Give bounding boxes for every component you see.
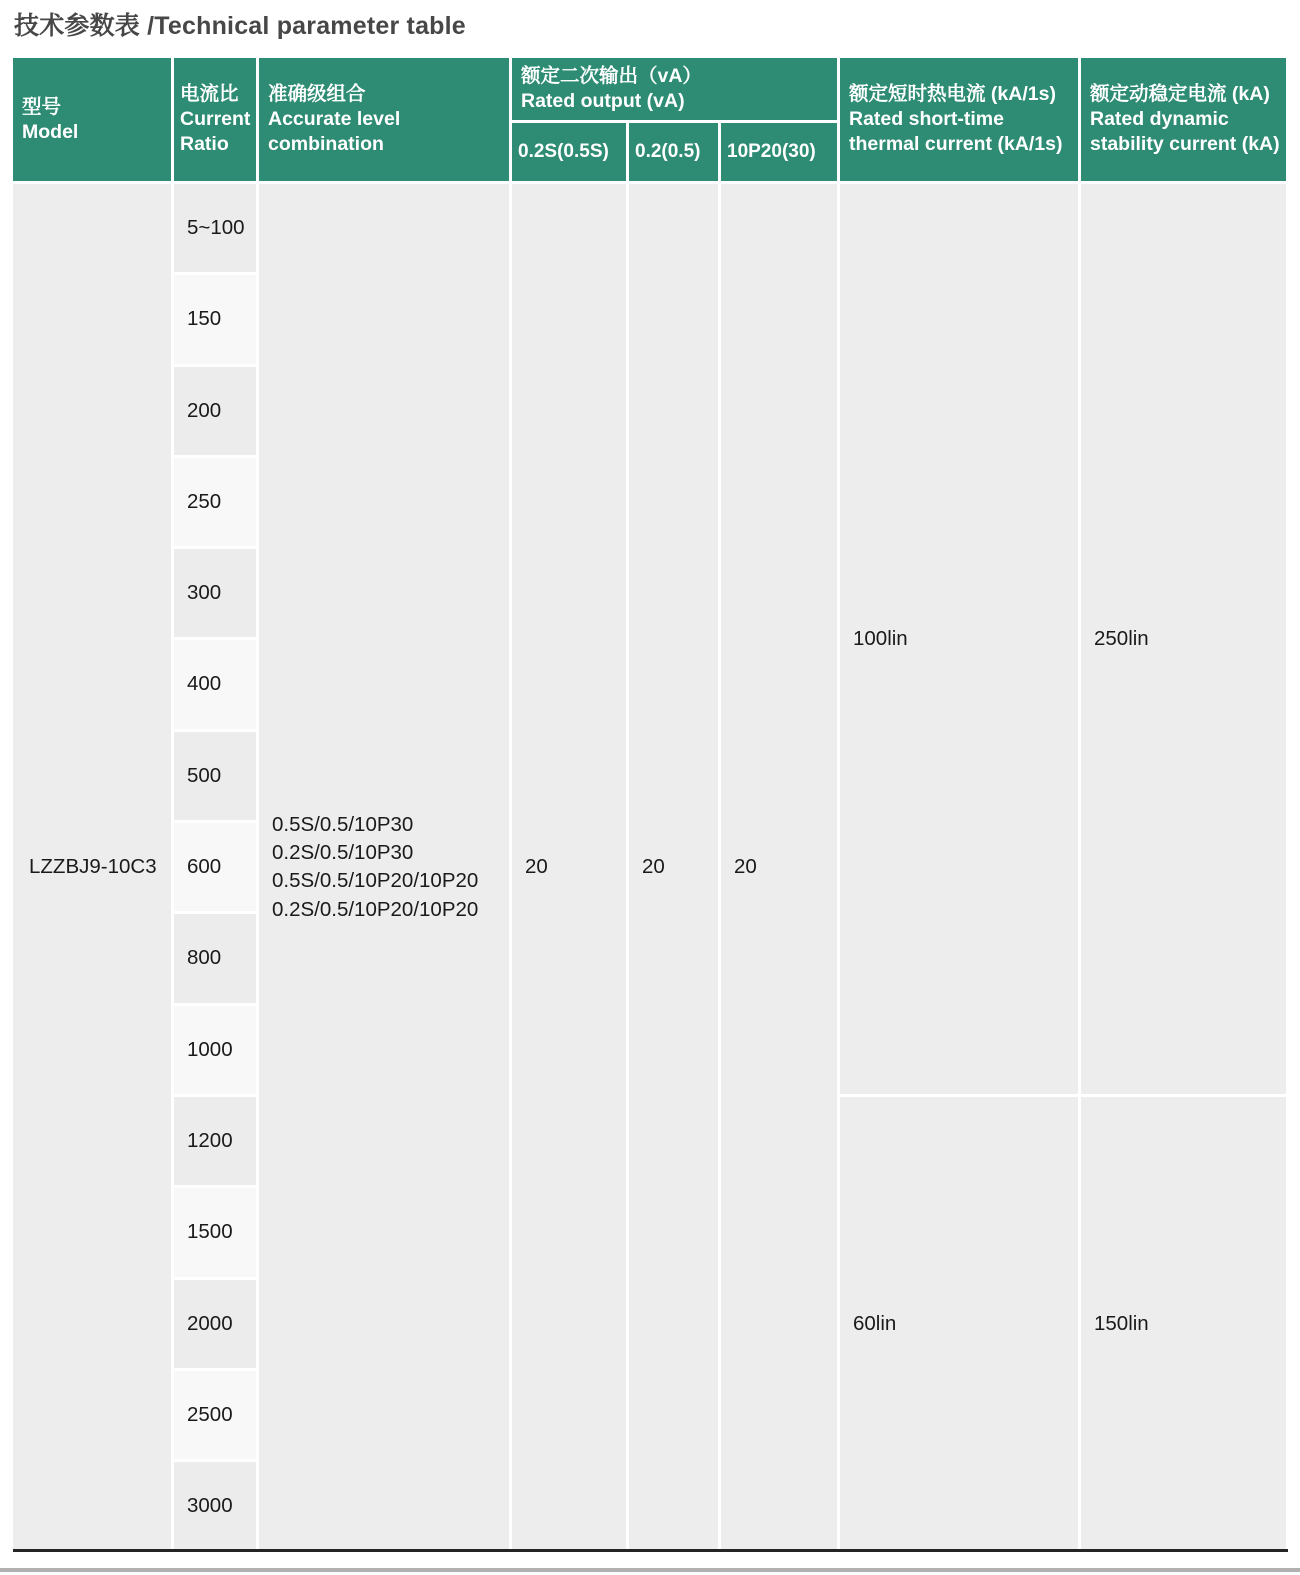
header-short-time-thermal-current bbox=[840, 58, 1078, 181]
header-current-ratio-zh: 电流比 bbox=[180, 83, 239, 106]
header-accuracy-zh: 准确级组合 bbox=[268, 83, 366, 106]
rated-output-cell-10p20: 20 bbox=[721, 184, 837, 1550]
accuracy-line: 0.2S/0.5/10P30 bbox=[272, 840, 414, 864]
ratio-cell: 150 bbox=[174, 275, 256, 363]
rated-output-cell-0-2: 20 bbox=[629, 184, 718, 1550]
ratio-cell: 250 bbox=[174, 458, 256, 546]
technical-parameter-table bbox=[13, 58, 1288, 1550]
header-rated-output-en: Rated output (vA) bbox=[521, 90, 685, 112]
ratio-cell: 2500 bbox=[174, 1371, 256, 1459]
ratio-cell: 2000 bbox=[174, 1280, 256, 1368]
header-model-en: Model bbox=[22, 120, 79, 143]
header-rated-output-zh: 额定二次输出（vA） bbox=[521, 65, 702, 88]
header-thermal-en: Rated short-time thermal current (kA/1s) bbox=[849, 108, 1063, 155]
dynamic-current-cell-top: 250lin bbox=[1081, 184, 1286, 1094]
page-bottom-rule bbox=[0, 1568, 1300, 1572]
ratio-cell: 500 bbox=[174, 732, 256, 820]
table-bottom-border bbox=[13, 1549, 1288, 1552]
header-dynamic-stability-current bbox=[1081, 58, 1286, 181]
header-accuracy-combination bbox=[259, 58, 509, 181]
ratio-cell: 400 bbox=[174, 640, 256, 728]
ratio-cell: 600 bbox=[174, 823, 256, 911]
header-dynamic-en: Rated dynamic stability current (kA) bbox=[1090, 108, 1280, 155]
rated-output-cell-0-2s: 20 bbox=[512, 184, 626, 1550]
header-rated-output-group bbox=[512, 58, 837, 120]
ratio-cell: 1200 bbox=[174, 1097, 256, 1185]
accuracy-line: 0.5S/0.5/10P30 bbox=[272, 812, 414, 836]
page-title: 技术参数表 /Technical parameter table bbox=[14, 12, 466, 40]
header-model bbox=[13, 58, 171, 181]
ratio-cell: 800 bbox=[174, 914, 256, 1002]
model-cell: LZZBJ9-10C3 bbox=[13, 184, 171, 1550]
header-output-col-10p20: 10P20(30) bbox=[721, 123, 837, 181]
thermal-current-cell-top: 100lin bbox=[840, 184, 1078, 1094]
ratio-cell: 3000 bbox=[174, 1462, 256, 1550]
ratio-cell: 200 bbox=[174, 367, 256, 455]
header-output-col-0-2: 0.2(0.5) bbox=[629, 123, 718, 181]
ratio-cell: 5~100 bbox=[174, 184, 256, 272]
header-model-zh: 型号 bbox=[22, 95, 62, 118]
thermal-current-cell-bottom: 60lin bbox=[840, 1097, 1078, 1550]
header-output-col-0-2s: 0.2S(0.5S) bbox=[512, 123, 626, 181]
ratio-cell: 1000 bbox=[174, 1006, 256, 1094]
dynamic-current-cell-bottom: 150lin bbox=[1081, 1097, 1286, 1550]
header-current-ratio-en: Current Ratio bbox=[180, 108, 251, 155]
ratio-cell: 300 bbox=[174, 549, 256, 637]
header-accuracy-en: Accurate level combination bbox=[268, 108, 401, 155]
accuracy-combination-cell bbox=[259, 184, 509, 1550]
header-current-ratio bbox=[174, 58, 256, 181]
header-thermal-zh: 额定短时热电流 (kA/1s) bbox=[849, 83, 1056, 106]
header-dynamic-zh: 额定动稳定电流 (kA) bbox=[1090, 83, 1270, 106]
accuracy-line: 0.5S/0.5/10P20/10P20 bbox=[272, 869, 479, 893]
ratio-cell: 1500 bbox=[174, 1188, 256, 1276]
accuracy-line: 0.2S/0.5/10P20/10P20 bbox=[272, 897, 479, 921]
